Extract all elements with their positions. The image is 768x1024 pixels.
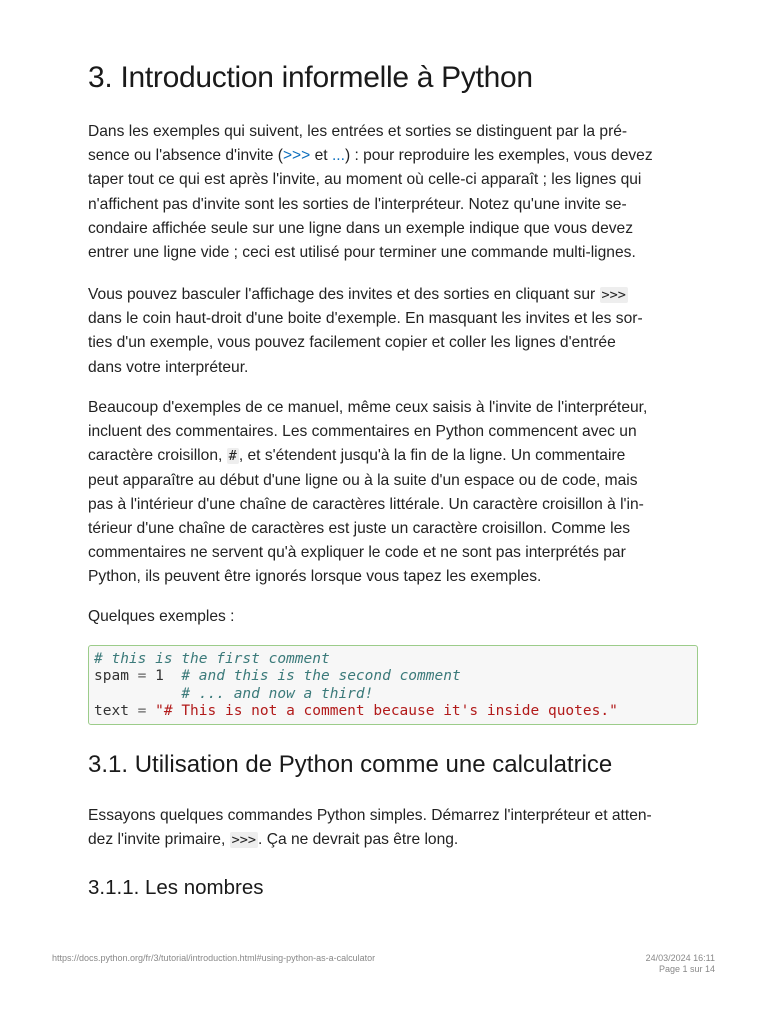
code-example-block <box>88 645 698 725</box>
calculator-paragraph: Essayons quelques commandes Python simples. Démarrez l'interpréteur et atten- dez l'invite primaire, >>> . Ça ne devrait pas être long. <box>88 807 652 849</box>
footer-page-number: Page 1 sur 14 <box>658 964 715 974</box>
examples-label: Quelques exemples : <box>88 608 235 625</box>
footer-meta <box>646 953 715 975</box>
inline-code-prompt: >>> <box>231 832 257 849</box>
prompt-link-primary[interactable]: >>> <box>282 147 311 165</box>
intro-paragraph: Dans les exemples qui suivent, les entrées et sorties se distinguent par la pré- sence ou l'absence d'invite (>>> et ...) : pour reproduire les exemples, vous devez taper tout ce qui est après l'invite, au moment où celle-ci apparaît ; les lignes qui n'affichent pas d'invite sont les sorties de l'interpréteur. Notez qu'une invite se- condaire affichée seule sur une ligne dans un exemple indique que vous devez entrer une ligne vide ; ceci est utilisé pour terminer une commande multi-lignes. <box>88 123 653 262</box>
section-heading: 3.1. Utilisation de Python comme une calculatrice <box>88 751 613 778</box>
footer-datetime: 24/03/2024 16:11 <box>645 953 715 963</box>
code-line: spam = 1 # and this is the second comment <box>94 668 461 685</box>
inline-code-prompt: >>> <box>601 287 626 303</box>
code-line: text = "# This is not a comment because it's inside quotes." <box>94 703 618 720</box>
subsection-heading: 3.1.1. Les nombres <box>88 876 264 899</box>
page-title: 3. Introduction informelle à Python <box>88 61 533 94</box>
prompt-link-secondary[interactable]: ... <box>331 147 345 165</box>
inline-code-hash: # <box>228 448 237 465</box>
footer-url: https://docs.python.org/fr/3/tutorial/introduction.html#using-python-as-a-calculator <box>52 953 376 963</box>
code-line: # this is the first comment <box>94 651 330 667</box>
comments-paragraph: Beaucoup d'exemples de ce manuel, même ceux saisis à l'invite de l'interpréteur, incluent des commentaires. Les commentaires en Python commencent avec un caractère croisillon, # , et s'étendent jusqu'à la fin de la ligne. Un commentaire peut apparaître au début d'une ligne ou à la suite d'un espace ou de code, mais pas à l'intérieur d'une chaîne de caractères littérale. Un caractère croisillon à l'in- térieur d'une chaîne de caractères est juste un caractère croisillon. Comme les commentaires ne servent qu'à expliquer le code et ne sont pas interprétés par Python, ils peuvent être ignorés lorsque vous tapez les exemples. <box>88 399 648 586</box>
toggle-prompts-paragraph: Vous pouvez basculer l'affichage des invites et des sorties en cliquant sur >>> dans le coin haut-droit d'une boite d'exemple. En masquant les invites et les sor- ties d'un exemple, vous pouvez facilement copier et coller les lignes d'entrée dans votre interpréteur. <box>88 286 643 376</box>
code-line: # ... and now a third! <box>181 685 374 702</box>
